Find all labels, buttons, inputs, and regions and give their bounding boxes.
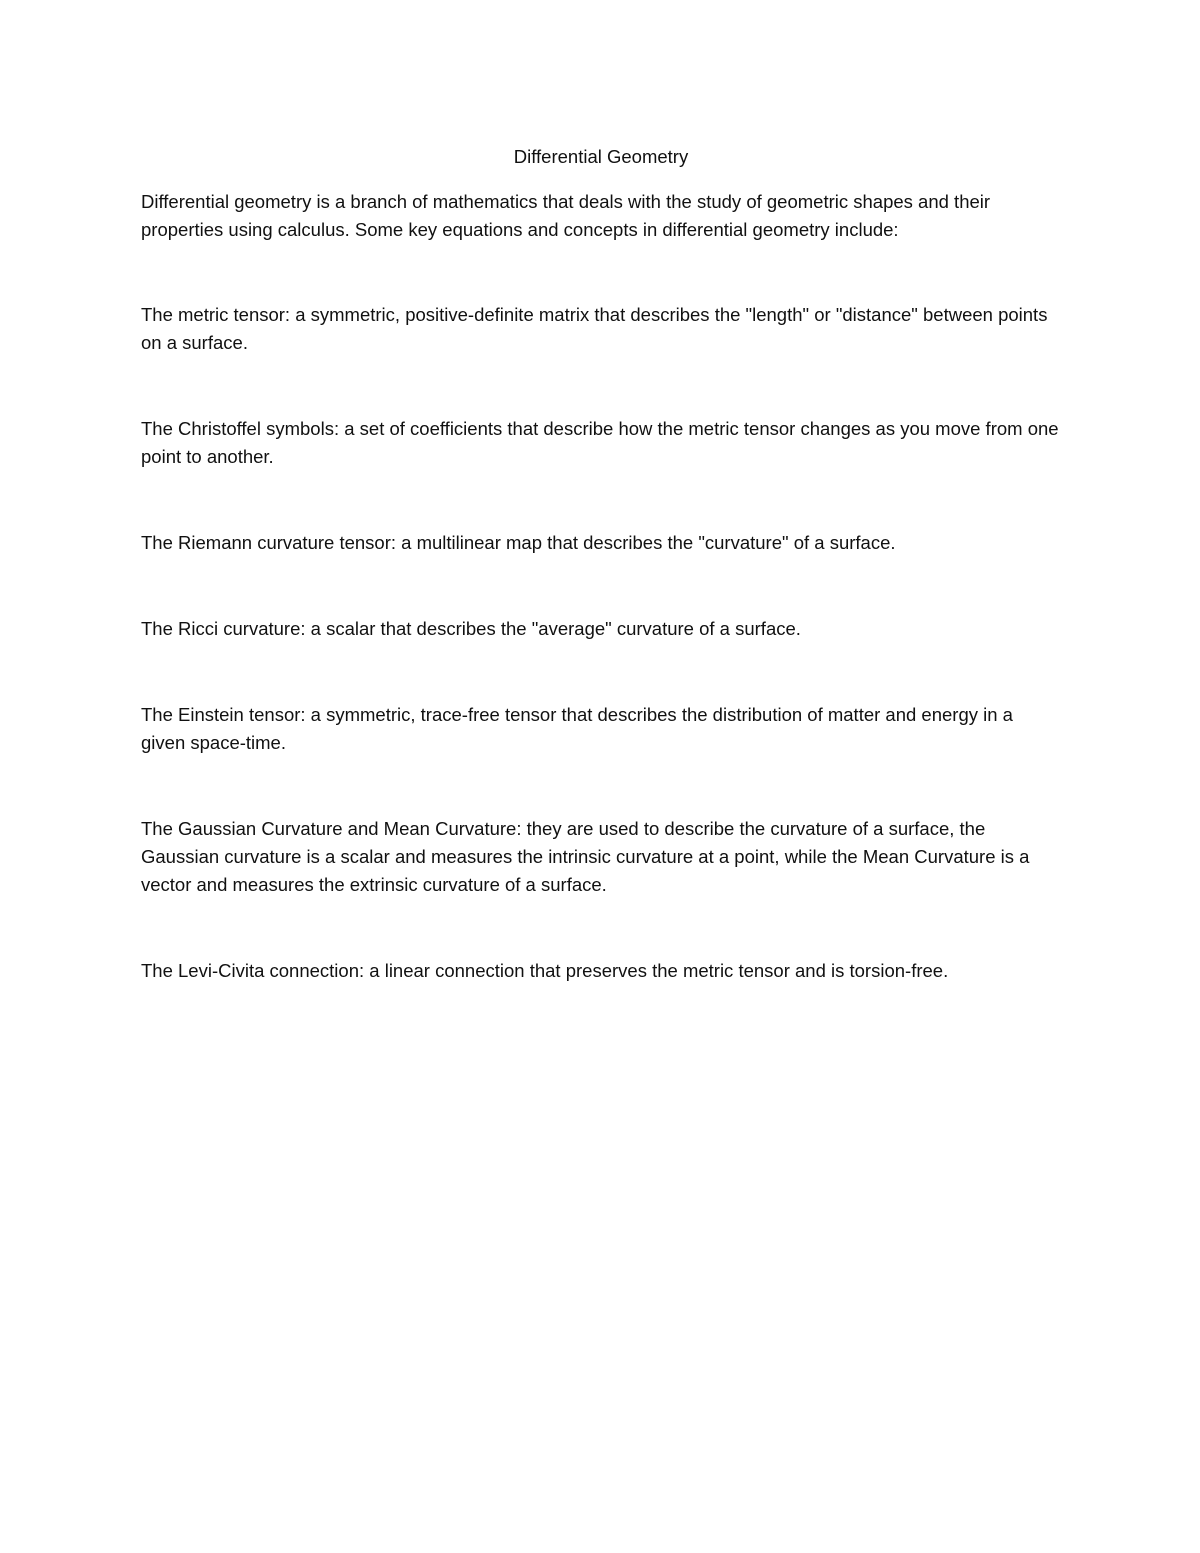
document-title: Differential Geometry [513,146,689,167]
concept-ricci-curvature: The Ricci curvature: a scalar that describes the "average" curvature of a surface. [141,618,801,639]
concept-riemann-curvature-tensor: The Riemann curvature tensor: a multilinear map that describes the "curvature" of a surface. [141,532,896,553]
concept-metric-tensor: The metric tensor: a symmetric, positive-definite matrix that describes the "length" or "distance" between points on a surface. [141,304,1048,353]
concept-christoffel-symbols: The Christoffel symbols: a set of coefficients that describe how the metric tensor changes as you move from one point to another. [141,418,1059,467]
concept-levi-civita-connection: The Levi-Civita connection: a linear connection that preserves the metric tensor and is torsion-free. [141,960,949,981]
document-body [141,143,1061,985]
concept-gaussian-mean-curvature: The Gaussian Curvature and Mean Curvature: they are used to describe the curvature of a surface, the Gaussian curvature is a scalar and measures the intrinsic curvature at a point, while the Mean Curvature is a vector and measures the extrinsic curvature of a surface. [141,818,1030,895]
intro-paragraph: Differential geometry is a branch of mathematics that deals with the study of geometric shapes and their properties using calculus. Some key equations and concepts in differential geometry include: [141,191,991,240]
concept-einstein-tensor: The Einstein tensor: a symmetric, trace-free tensor that describes the distribution of matter and energy in a given space-time. [141,704,1013,753]
